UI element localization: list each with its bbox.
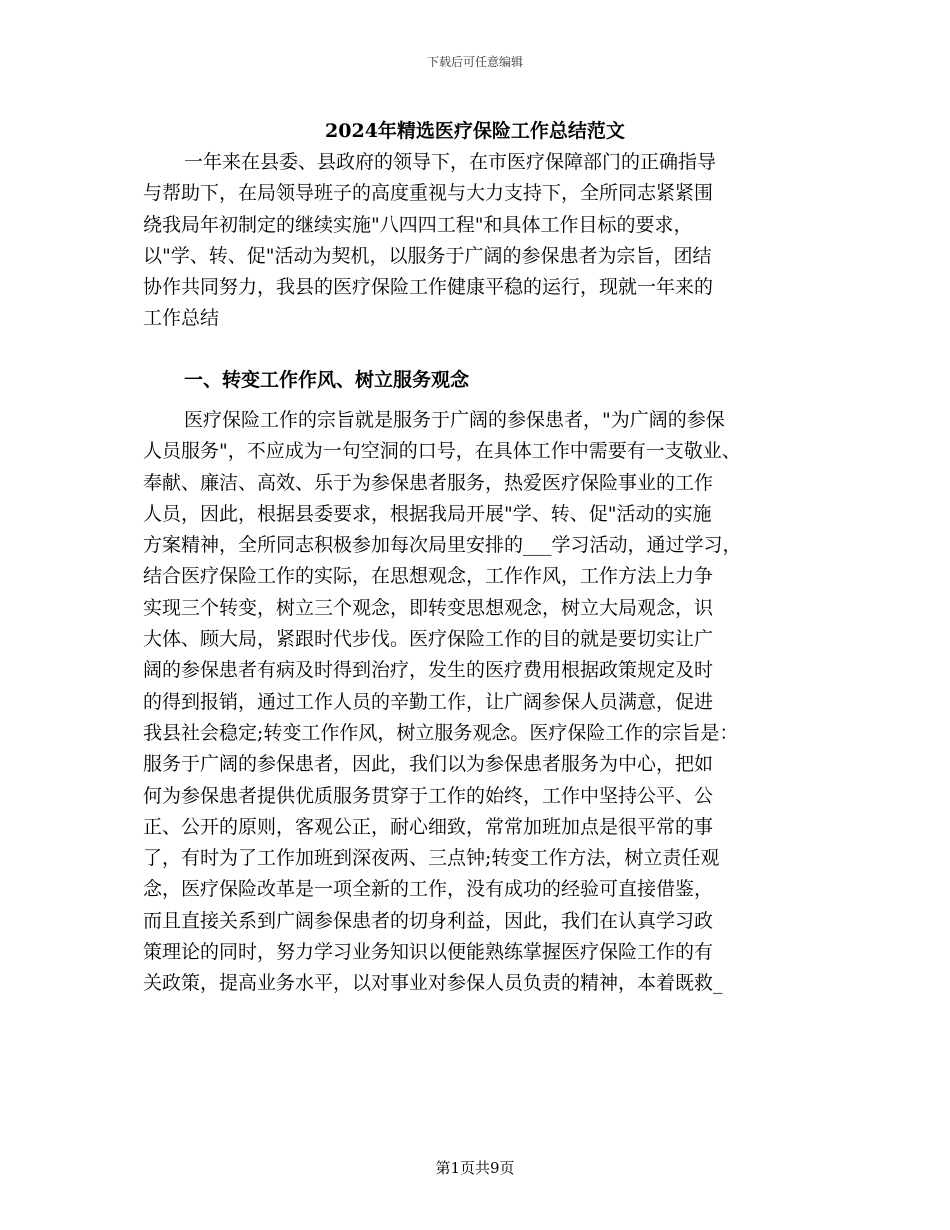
paragraph-line: 人员服务"，不应成为一句空洞的口号，在具体工作中需要有一支敬业、 xyxy=(143,440,741,463)
intro-paragraph xyxy=(143,147,803,335)
paragraph-line: 结合医疗保险工作的实际，在思想观念，工作作风，工作方法上力争 xyxy=(143,565,714,588)
paragraph-line: 关政策，提高业务水平，以对事业对参保人员负责的精神，本着既救_ xyxy=(143,972,723,995)
paragraph-line: 策理论的同时，努力学习业务知识以便能熟练掌握医疗保险工作的有 xyxy=(143,941,714,964)
paragraph-line: 一年来在县委、县政府的领导下，在市医疗保障部门的正确指导 xyxy=(184,151,717,173)
paragraph-line: 医疗保险工作的宗旨就是服务于广阔的参保患者，"为广阔的参保 xyxy=(184,409,725,431)
paragraph-line: 大体、顾大局，紧跟时代步伐。医疗保险工作的目的就是要切实让广 xyxy=(143,628,714,651)
paragraph-line: 服务于广阔的参保患者，因此，我们以为参保患者服务为中心，把如 xyxy=(143,753,714,776)
document-title: 2024年精选医疗保险工作总结范文 xyxy=(325,120,625,142)
paragraph-line: 工作总结 xyxy=(143,307,220,330)
paragraph-line: 了，有时为了工作加班到深夜两、三点钟;转变工作方法，树立责任观 xyxy=(143,847,720,870)
paragraph-line: 方案精神，全所同志积极参加每次局里安排的___学习活动，通过学习， xyxy=(143,534,742,557)
page-number: 第1页共9页 xyxy=(435,1159,515,1177)
paragraph-line: 以"学、转、促"活动为契机，以服务于广阔的参保患者为宗旨，团结 xyxy=(143,244,712,267)
paragraph-line: 协作共同努力，我县的医疗保险工作健康平稳的运行，现就一年来的 xyxy=(143,276,714,299)
paragraph-line: 念，医疗保险改革是一项全新的工作，没有成功的经验可直接借鉴， xyxy=(143,878,714,901)
paragraph-line: 阔的参保患者有病及时得到治疗，发生的医疗费用根据政策规定及时 xyxy=(143,659,714,682)
paragraph-line: 奉献、廉洁、高效、乐于为参保患者服务，热爱医疗保险事业的工作 xyxy=(143,471,714,494)
paragraph-line: 而且直接关系到广阔参保患者的切身利益，因此，我们在认真学习政 xyxy=(143,909,714,932)
section-paragraph xyxy=(143,405,803,1000)
paragraph-line: 何为参保患者提供优质服务贯穿于工作的始终，工作中坚持公平、公 xyxy=(143,784,714,807)
paragraph-line: 与帮助下，在局领导班子的高度重视与大力支持下，全所同志紧紧围 xyxy=(143,182,714,205)
paragraph-line: 实现三个转变，树立三个观念，即转变思想观念，树立大局观念，识 xyxy=(143,596,714,619)
paragraph-line: 正、公开的原则，客观公正，耐心细致，常常加班加点是很平常的事 xyxy=(143,815,714,838)
paragraph-line: 人员，因此，根据县委要求，根据我局开展"学、转、促"活动的实施 xyxy=(143,502,712,525)
paragraph-line: 绕我局年初制定的继续实施"八四四工程"和具体工作目标的要求， xyxy=(143,213,693,236)
paragraph-line: 的得到报销，通过工作人员的辛勤工作，让广阔参保人员满意，促进 xyxy=(143,690,714,713)
header-note: 下载后可任意编辑 xyxy=(426,55,523,69)
paragraph-line: 我县社会稳定;转变工作作风，树立服务观念。医疗保险工作的宗旨是： xyxy=(143,721,739,744)
section-heading: 一、转变工作作风、树立服务观念 xyxy=(184,369,470,391)
